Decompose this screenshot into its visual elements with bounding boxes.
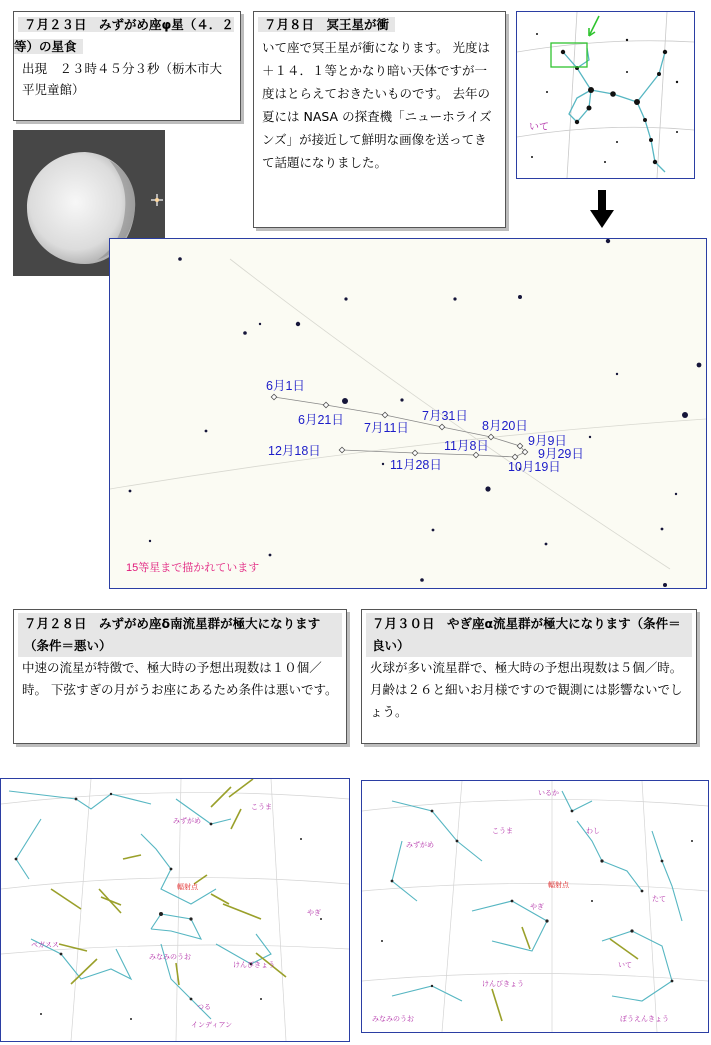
constellation-label: いて: [618, 962, 632, 969]
constellation-label: いるか: [538, 790, 559, 797]
date-label: 9月29日: [538, 447, 584, 461]
radiant-label: 輻射点: [548, 882, 569, 889]
finder-chart: [516, 11, 695, 179]
occultation-box: [13, 11, 241, 121]
constellation-label: やぎ: [307, 910, 321, 917]
pluto-text: いて座で冥王星が衝になります。 光度は＋１４．１等とかなり暗い天体ですが一度はとらえておきたいものです。 去年の夏には NASA の探査機「ニューホライズンズ」が接近して鮮明な画像を送ってきて話題になりました。: [262, 40, 492, 170]
finder-label: いて: [529, 122, 549, 133]
pluto-box: [253, 11, 506, 228]
constellation-label: こうま: [492, 828, 513, 835]
constellation-label: みなみのうお: [372, 1016, 414, 1023]
down-arrow-icon: [590, 190, 614, 232]
alpha-capricornids-box: [361, 609, 697, 744]
date-label: 8月20日: [482, 419, 528, 433]
delta-aquariids-title: ７月２８日 みずがめ座δ南流星群が極大になります （条件＝悪い）: [18, 613, 342, 657]
constellation-label: みずがめ: [173, 818, 201, 825]
constellation-label: つる: [197, 1004, 211, 1011]
date-label: 12月18日: [268, 444, 321, 458]
alpha-capricornids-text: 火球が多い流星群で、極大時の予想出現数は５個／時。 月齢は２６と細いお月様ですので観測には影響ないでしょう。: [370, 660, 683, 719]
occultation-title: ７月２３日 みずがめ座φ星（４．２等）の星食: [14, 17, 234, 54]
magnitude-note: 15等星まで描かれています: [126, 562, 260, 574]
date-label: 6月21日: [298, 413, 344, 427]
constellation-label: やぎ: [530, 904, 544, 911]
constellation-label: ぼうえんきょう: [620, 1016, 669, 1023]
alpha-capricornids-map: [361, 780, 709, 1033]
date-label: 10月19日: [508, 460, 561, 474]
delta-aquariids-box: [13, 609, 347, 744]
date-label: 11月8日: [444, 439, 489, 453]
constellation-label: ペガスス: [31, 942, 59, 949]
constellation-label: けんびきょう: [482, 981, 524, 988]
constellation-label: わし: [586, 828, 600, 835]
pluto-title: ７月８日 冥王星が衝: [258, 17, 395, 32]
alpha-capricornids-title: ７月３０日 やぎ座α流星群が極大になります（条件＝良い）: [366, 613, 692, 657]
date-label: 11月28日: [390, 458, 442, 472]
constellation-label: こうま: [251, 804, 272, 811]
date-label: 9月9日: [528, 434, 567, 448]
constellation-label: けんびきょう: [233, 962, 275, 969]
constellation-label: インディアン: [191, 1022, 233, 1029]
constellation-label: みなみのうお: [149, 954, 191, 961]
constellation-label: みずがめ: [406, 842, 434, 849]
date-label: 7月31日: [422, 409, 468, 423]
pluto-path-map: [109, 238, 707, 589]
constellation-label: たて: [652, 896, 666, 903]
date-label: 7月11日: [364, 421, 409, 435]
delta-aquariids-map: [0, 778, 350, 1042]
delta-aquariids-text: 中速の流星が特徴で、極大時の予想出現数は１０個／時。 下弦すぎの月がうお座にあるため条件は悪いです。: [22, 660, 338, 697]
radiant-label: 輻射点: [177, 884, 198, 891]
date-label: 6月1日: [266, 379, 305, 393]
occultation-text: 出現 ２３時４５分３秒（栃木市大平児童館）: [22, 61, 223, 97]
